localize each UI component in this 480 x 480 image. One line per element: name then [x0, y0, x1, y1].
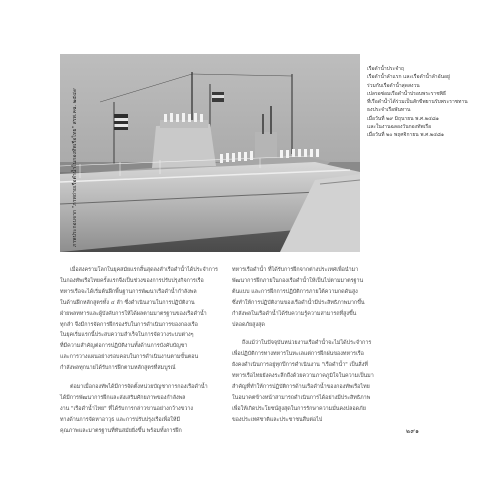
text-line: ในด้านฝึกหลักสูตรทั้ง ๔ ลำ ซึ่งดำเนินงานในการปฏิบัติงาน [60, 299, 195, 306]
body-column-right [232, 265, 423, 434]
text-line: ต้นแบบ และการฝึกการปฏิบัติการภายใต้ความกดดันสูง [232, 288, 358, 295]
photo-credit [63, 62, 78, 247]
text-line: พัฒนาการฝึกภายในกองเรือดำน้ำให้เป็นไปตามมาตรฐาน [232, 277, 364, 284]
paragraph [60, 382, 251, 437]
text-line: เพื่อปฏิบัติการทางทหารในทะเลแต่การฝึกฝนของทหารเรือ [232, 351, 364, 358]
caption-line: เมื่อวันที่ ๒๙ มิถุนายน พ.ศ.๒๔๘๑ [367, 115, 439, 122]
text-line: ที่มีความสำคัญต่อการปฏิบัติงานทั้งด้านการบังคับบัญชา [60, 343, 188, 350]
caption-line: ร่วมกับเรือดำน้ำสุดสงวน [367, 82, 420, 89]
paragraph [60, 265, 251, 374]
photo-caption [367, 65, 468, 140]
text-line: ทางด้านการจัดหาอาวุธ และการปรับปรุงเรือเพื่อให้มี [60, 416, 181, 423]
paragraph [232, 265, 423, 330]
text-line: คุณภาพและมาตรฐานที่ทันสมัยยิ่งขึ้น พร้อมทั้งการฝึก [60, 427, 182, 434]
text-line: ของประเทศชาติและประชาชนสืบต่อไป [232, 416, 323, 423]
text-line: ปลอดภัยสูงสุด [232, 321, 265, 328]
submarine-illustration [60, 54, 360, 252]
photo-credit-text: ภาพประกอบจาก "ภาพถ่ายเรือดำน้ำในกองทัพเรือไทย" สรพ.คฉ. ๒๕๔๙ [72, 88, 78, 247]
text-line: ในยุคเริ่มแรกนี้ประสบความสำเร็จในการจัดวางระบบต่างๆ [60, 332, 194, 339]
text-line: ทุกลำ จึงมีการจัดการฝึกรองรับในการดำเนินการของกองเรือ [60, 321, 198, 328]
text-line: งาน "เรือดำน้ำไทย" ที่ได้รับการกล่าวขานอย่างกว้างขวาง [60, 405, 194, 412]
text-line: สำคัญที่ทำให้การปฏิบัติการด้านเรือดำน้ำของกองทัพเรือไทย [232, 384, 370, 391]
submarine-photo [60, 54, 360, 252]
text-line: เพื่อให้เกิดประโยชน์สูงสุดในการรักษาความมั่นคงปลอดภัย [232, 405, 366, 412]
text-line: ซึ่งทำให้การปฏิบัติงานของเรือดำน้ำมีประสิทธิภาพมากขึ้น [232, 299, 365, 306]
text-line: เมื่อสงครามโลกในยุคสมัยแรกสิ้นสุดลงลำเรือดำน้ำได้ประจำการ [70, 267, 218, 273]
page-number: ๒๙๑ [406, 428, 420, 435]
text-line: และการวางแผนอย่างรอบคอบในการดำเนินงานตามขั้นตอน [60, 354, 199, 361]
caption-line: ธงประจำเรือพันทาน [367, 107, 411, 114]
text-line: ต่อมาเมื่อกองทัพได้มีการจัดตั้งหน่วยบัญชาการกองเรือดำน้ำ [70, 384, 208, 391]
caption-line: เรือดำน้ำประจำฤ [367, 66, 404, 72]
text-line: ทหารเรือไทยยังคงระลึกถึงด้วยความภาคภูมิใจในความเป็นมา [232, 373, 374, 380]
caption-line: ที่เรือดำน้ำได้ร่วมเป็นสักขีพยานรับพระราชทาน [367, 99, 468, 106]
text-line: ในกองทัพเรือไทยครั้งแรกจึงเป็นช่วงของการปรับปรุงกิจการเรือ [60, 277, 204, 284]
caption-line: เรือดำน้ำลำแรก และเรือดำน้ำลำอันอยู่ [367, 74, 450, 81]
text-line: ถึงแม้ว่าในปัจจุบันหน่วยงานเรือดำน้ำจะไม่ได้ประจำการ [242, 340, 372, 347]
text-line: ในอนาคตข้างหน้าสามารถดำเนินการได้อย่างมีประสิทธิภาพ [232, 394, 371, 401]
caption-line: และในงานฉลองวันกองทัพเรือ [367, 124, 432, 131]
caption-line: เมื่อวันที่ ๒๐ พฤศจิกายน พ.ศ.๒๔๘๑ [367, 132, 445, 139]
text-line: กำลังพลทุกนายได้รับการฝึกตามหลักสูตรที่สมบูรณ์ [60, 365, 176, 372]
text-line: ฝ่ายพลทหารและผู้บังคับการให้ได้ผลตามมาตรฐานของเรือดำน้ำ [60, 310, 207, 317]
body-column-left [60, 265, 251, 445]
text-line: ยังคงดำเนินการอยู่ทุกปีการดำเนินงาน "เรือดำน้ำ" เป็นสิ่งที่ [232, 362, 368, 369]
text-line: ได้มีการพัฒนาการฝึกและส่งเสริมศักยภาพของกำลังพล [60, 394, 186, 401]
text-line: กำลังพลในเรือดำน้ำได้รับความรู้ความสามารถที่สูงขึ้น [232, 310, 357, 317]
paragraph [232, 338, 423, 425]
caption-line: เปลรอซ่อมเรือดำน้ำปรอบพระราชพิธี [367, 90, 446, 97]
text-line: ทหารเรือดำน้ำ ที่ได้รับการฝึกจากต่างประเทศเพื่อนำมา [232, 267, 359, 273]
text-line: ทหารเรือจะได้เริ่มต้นฝึกพื้นฐานการพัฒนาเรือดำน้ำกำลังพล [60, 288, 197, 295]
